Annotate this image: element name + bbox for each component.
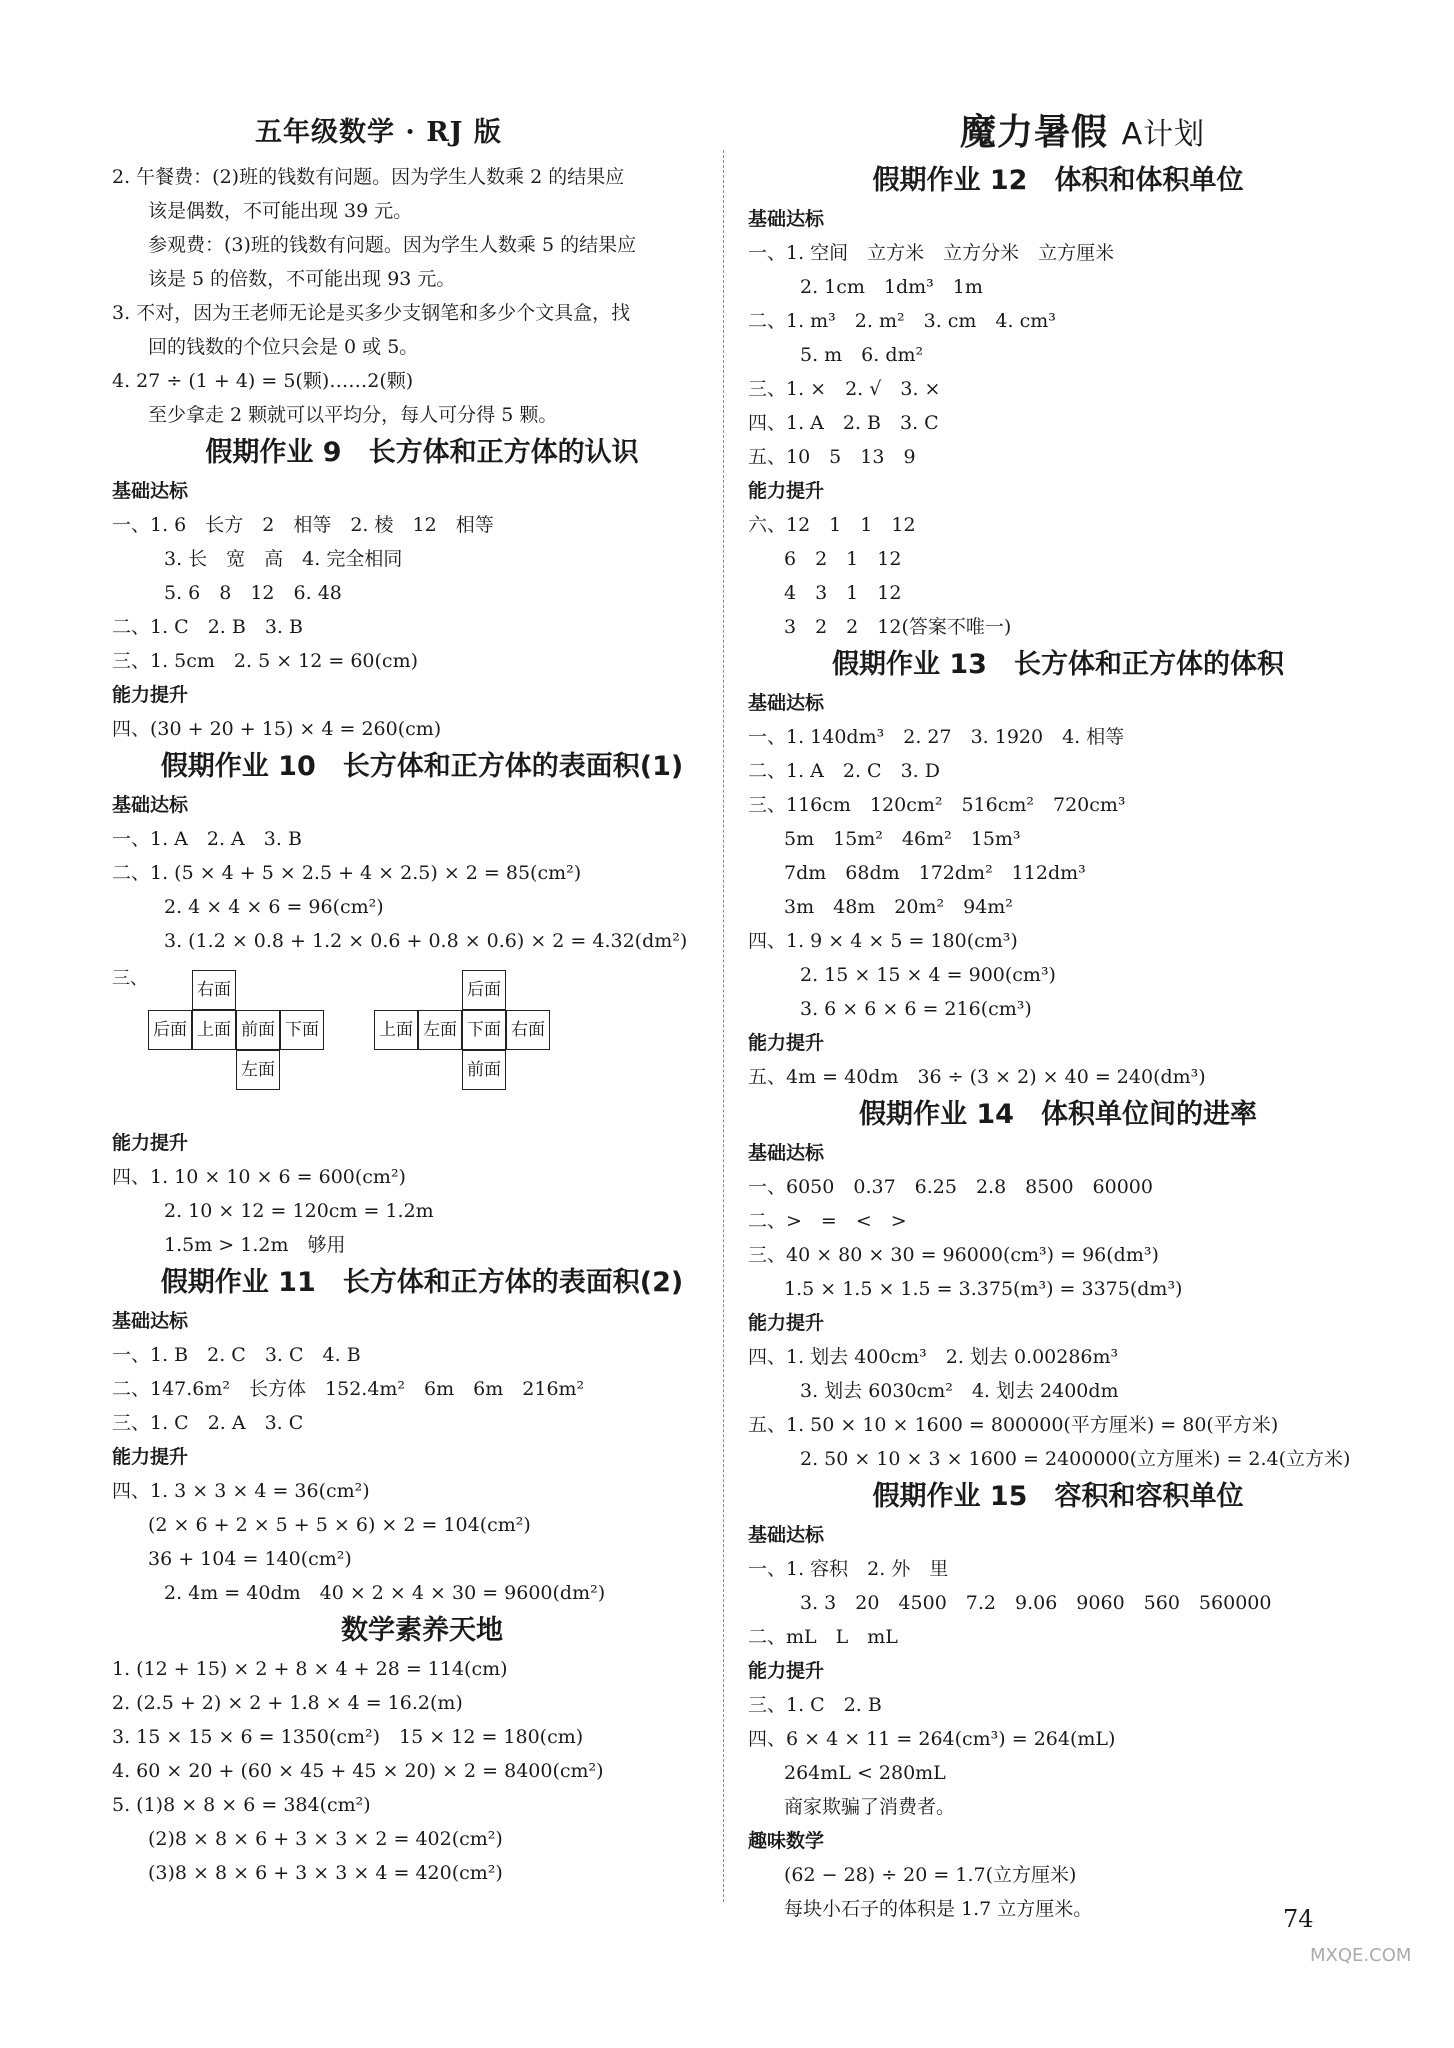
subsection-label: 能力提升	[748, 1032, 825, 1054]
answer-line: 264mL < 280mL	[784, 1762, 946, 1784]
net-b-bottom-face: 前面	[462, 1050, 506, 1090]
net-a-face: 前面	[236, 1010, 280, 1050]
watermark: MXQE.COM	[1310, 1945, 1412, 1966]
answer-line: 一、1. 140dm³ 2. 27 3. 1920 4. 相等	[748, 726, 1125, 748]
page-number: 74	[1283, 1905, 1314, 1933]
answer-line: 5. 6 8 12 6. 48	[164, 582, 342, 604]
answer-line: 1.5m > 1.2m 够用	[164, 1234, 346, 1256]
subsection-label: 基础达标	[748, 692, 825, 714]
header-left-title: 五年级数学 · RJ 版	[255, 117, 502, 148]
section-title: 假期作业 12 体积和体积单位	[872, 165, 1244, 196]
answer-line: 四、(30 + 20 + 15) × 4 = 260(cm)	[112, 718, 442, 740]
answer-line: 2. (2.5 + 2) × 2 + 1.8 × 4 = 16.2(m)	[112, 1692, 463, 1714]
subsection-label: 基础达标	[112, 1310, 189, 1332]
answer-line: 四、1. 9 × 4 × 5 = 180(cm³)	[748, 930, 1018, 952]
net-b-face: 右面	[506, 1010, 550, 1050]
answer-line: (2 × 6 + 2 × 5 + 5 × 6) × 2 = 104(cm²)	[148, 1514, 531, 1536]
answer-line: 四、6 × 4 × 11 = 264(cm³) = 264(mL)	[748, 1728, 1116, 1750]
subsection-label: 能力提升	[748, 480, 825, 502]
subsection-label: 能力提升	[112, 1446, 189, 1468]
answer-line: 三、116cm 120cm² 516cm² 720cm³	[748, 794, 1126, 816]
cube-nets	[112, 958, 732, 1126]
answer-line: 2. 午餐费：(2)班的钱数有问题。因为学生人数乘 2 的结果应	[112, 166, 625, 188]
answer-line: 3. 15 × 15 × 6 = 1350(cm²) 15 × 12 = 180(cm)	[112, 1726, 584, 1748]
answer-line: 2. 1cm 1dm³ 1m	[800, 276, 983, 298]
answer-line: 三、1. × 2. √ 3. ×	[748, 378, 941, 400]
answer-line: 六、12 1 1 12	[748, 514, 916, 536]
answer-line: 四、1. A 2. B 3. C	[748, 412, 939, 434]
answer-line: 三、40 × 80 × 30 = 96000(cm³) = 96(dm³)	[748, 1244, 1159, 1266]
answer-line: 2. 50 × 10 × 3 × 1600 = 2400000(立方厘米) = 2.4(立方米)	[800, 1448, 1351, 1470]
answer-line: 6 2 1 12	[784, 548, 902, 570]
brand-subtitle: A计划	[1121, 117, 1206, 152]
answer-line: 每块小石子的体积是 1.7 立方厘米。	[784, 1898, 1093, 1920]
answer-line: 3 2 2 12(答案不唯一)	[784, 616, 1012, 638]
net-a-top-face: 右面	[192, 970, 236, 1010]
section-title: 假期作业 13 长方体和正方体的体积	[832, 649, 1284, 680]
answer-line: 36 + 104 = 140(cm²)	[148, 1548, 352, 1570]
net-prefix: 三、	[112, 968, 148, 989]
right-column	[748, 160, 1368, 1926]
answer-line: 四、1. 划去 400cm³ 2. 划去 0.00286m³	[748, 1346, 1119, 1368]
answer-line: 该是 5 的倍数，不可能出现 93 元。	[148, 268, 456, 290]
answer-line: 二、1. m³ 2. m² 3. cm 4. cm³	[748, 310, 1056, 332]
subsection-label: 基础达标	[748, 1524, 825, 1546]
answer-line: 一、1. 6 长方 2 相等 2. 棱 12 相等	[112, 514, 494, 536]
answer-line: 五、4m = 40dm 36 ÷ (3 × 2) × 40 = 240(dm³)	[748, 1066, 1206, 1088]
answer-line: 一、1. A 2. A 3. B	[112, 828, 302, 850]
answer-line: 一、6050 0.37 6.25 2.8 8500 60000	[748, 1176, 1153, 1198]
answer-line: 参观费：(3)班的钱数有问题。因为学生人数乘 5 的结果应	[148, 234, 637, 256]
net-a-bottom-face: 左面	[236, 1050, 280, 1090]
answer-line: 2. 4 × 4 × 6 = 96(cm²)	[164, 896, 384, 918]
net-a-face: 下面	[280, 1010, 324, 1050]
answer-line: 3. 3 20 4500 7.2 9.06 9060 560 560000	[800, 1592, 1272, 1614]
header-right-logo	[960, 104, 1205, 155]
answer-line: 商家欺骗了消费者。	[784, 1796, 956, 1818]
answer-line: (2)8 × 8 × 6 + 3 × 3 × 2 = 402(cm²)	[148, 1828, 503, 1850]
answer-line: 1.5 × 1.5 × 1.5 = 3.375(m³) = 3375(dm³)	[784, 1278, 1183, 1300]
net-b-top-face: 后面	[462, 970, 506, 1010]
section-title: 假期作业 15 容积和容积单位	[872, 1481, 1244, 1512]
answer-line: 4 3 1 12	[784, 582, 902, 604]
section-title: 数学素养天地	[341, 1615, 503, 1646]
answer-line: 三、1. 5cm 2. 5 × 12 = 60(cm)	[112, 650, 419, 672]
subsection-label: 基础达标	[112, 794, 189, 816]
section-title: 假期作业 10 长方体和正方体的表面积(1)	[160, 751, 684, 782]
section-title: 假期作业 9 长方体和正方体的认识	[205, 437, 639, 468]
net-b-face: 下面	[462, 1010, 506, 1050]
answer-line: (3)8 × 8 × 6 + 3 × 3 × 4 = 420(cm²)	[148, 1862, 503, 1884]
answer-line: 3. 划去 6030cm² 4. 划去 2400dm	[800, 1380, 1119, 1402]
answer-line: 一、1. B 2. C 3. C 4. B	[112, 1344, 361, 1366]
answer-line: 二、147.6m² 长方体 152.4m² 6m 6m 216m²	[112, 1378, 585, 1400]
net-a-face: 上面	[192, 1010, 236, 1050]
answer-line: 2. 10 × 12 = 120cm = 1.2m	[164, 1200, 434, 1222]
answer-line: 回的钱数的个位只会是 0 或 5。	[148, 336, 419, 358]
net-b-face: 上面	[374, 1010, 418, 1050]
answer-line: 五、1. 50 × 10 × 1600 = 800000(平方厘米) = 80(平方米)	[748, 1414, 1279, 1436]
subsection-label: 能力提升	[112, 1132, 189, 1154]
brand-title: 魔力暑假	[960, 112, 1109, 153]
answer-line: 3. 长 宽 高 4. 完全相同	[164, 548, 403, 570]
subsection-label: 基础达标	[748, 208, 825, 230]
answer-line: 2. 15 × 15 × 4 = 900(cm³)	[800, 964, 1056, 986]
answer-line: 至少拿走 2 颗就可以平均分，每人可分得 5 颗。	[148, 404, 558, 426]
answer-line: 三、1. C 2. A 3. C	[112, 1412, 304, 1434]
answer-line: 1. (12 + 15) × 2 + 8 × 4 + 28 = 114(cm)	[112, 1658, 508, 1680]
answer-line: 4. 60 × 20 + (60 × 45 + 45 × 20) × 2 = 8400(cm²)	[112, 1760, 604, 1782]
answer-line: 四、1. 10 × 10 × 6 = 600(cm²)	[112, 1166, 406, 1188]
answer-line: 二、mL L mL	[748, 1626, 898, 1648]
answer-line: 一、1. 容积 2. 外 里	[748, 1558, 949, 1580]
subsection-label: 基础达标	[112, 480, 189, 502]
answer-line: 7dm 68dm 172dm² 112dm³	[784, 862, 1086, 884]
answer-line: 二、1. C 2. B 3. B	[112, 616, 303, 638]
answer-line: 四、1. 3 × 3 × 4 = 36(cm²)	[112, 1480, 370, 1502]
answer-line: 3m 48m 20m² 94m²	[784, 896, 1013, 918]
answer-line: 5. m 6. dm²	[800, 344, 924, 366]
answer-line: 该是偶数，不可能出现 39 元。	[148, 200, 413, 222]
subsection-label: 趣味数学	[748, 1830, 825, 1852]
subsection-label: 基础达标	[748, 1142, 825, 1164]
answer-line: 5m 15m² 46m² 15m³	[784, 828, 1021, 850]
subsection-label: 能力提升	[112, 684, 189, 706]
answer-line: 五、10 5 13 9	[748, 446, 916, 468]
answer-line: 3. (1.2 × 0.8 + 1.2 × 0.6 + 0.8 × 0.6) × 2 = 4.32(dm²)	[164, 930, 688, 952]
answer-line: 二、1. (5 × 4 + 5 × 2.5 + 4 × 2.5) × 2 = 85(cm²)	[112, 862, 582, 884]
answer-line: 二、1. A 2. C 3. D	[748, 760, 940, 782]
subsection-label: 能力提升	[748, 1660, 825, 1682]
net-a-face: 后面	[148, 1010, 192, 1050]
net-b-face: 左面	[418, 1010, 462, 1050]
answer-line: 4. 27 ÷ (1 + 4) = 5(颗)……2(颗)	[112, 370, 414, 392]
answer-line: 5. (1)8 × 8 × 6 = 384(cm²)	[112, 1794, 371, 1816]
answer-line: 三、1. C 2. B	[748, 1694, 882, 1716]
answer-line: 一、1. 空间 立方米 立方分米 立方厘米	[748, 242, 1115, 264]
section-title: 假期作业 11 长方体和正方体的表面积(2)	[160, 1267, 684, 1298]
answer-line: 二、> = < >	[748, 1210, 907, 1232]
subsection-label: 能力提升	[748, 1312, 825, 1334]
answer-line: 3. 不对，因为王老师无论是买多少支钢笔和多少个文具盒，找	[112, 302, 631, 324]
section-title: 假期作业 14 体积单位间的进率	[859, 1099, 1257, 1130]
left-column	[112, 160, 732, 1890]
answer-line: (62 − 28) ÷ 20 = 1.7(立方厘米)	[784, 1864, 1077, 1886]
answer-line: 2. 4m = 40dm 40 × 2 × 4 × 30 = 9600(dm²)	[164, 1582, 606, 1604]
answer-line: 3. 6 × 6 × 6 = 216(cm³)	[800, 998, 1032, 1020]
